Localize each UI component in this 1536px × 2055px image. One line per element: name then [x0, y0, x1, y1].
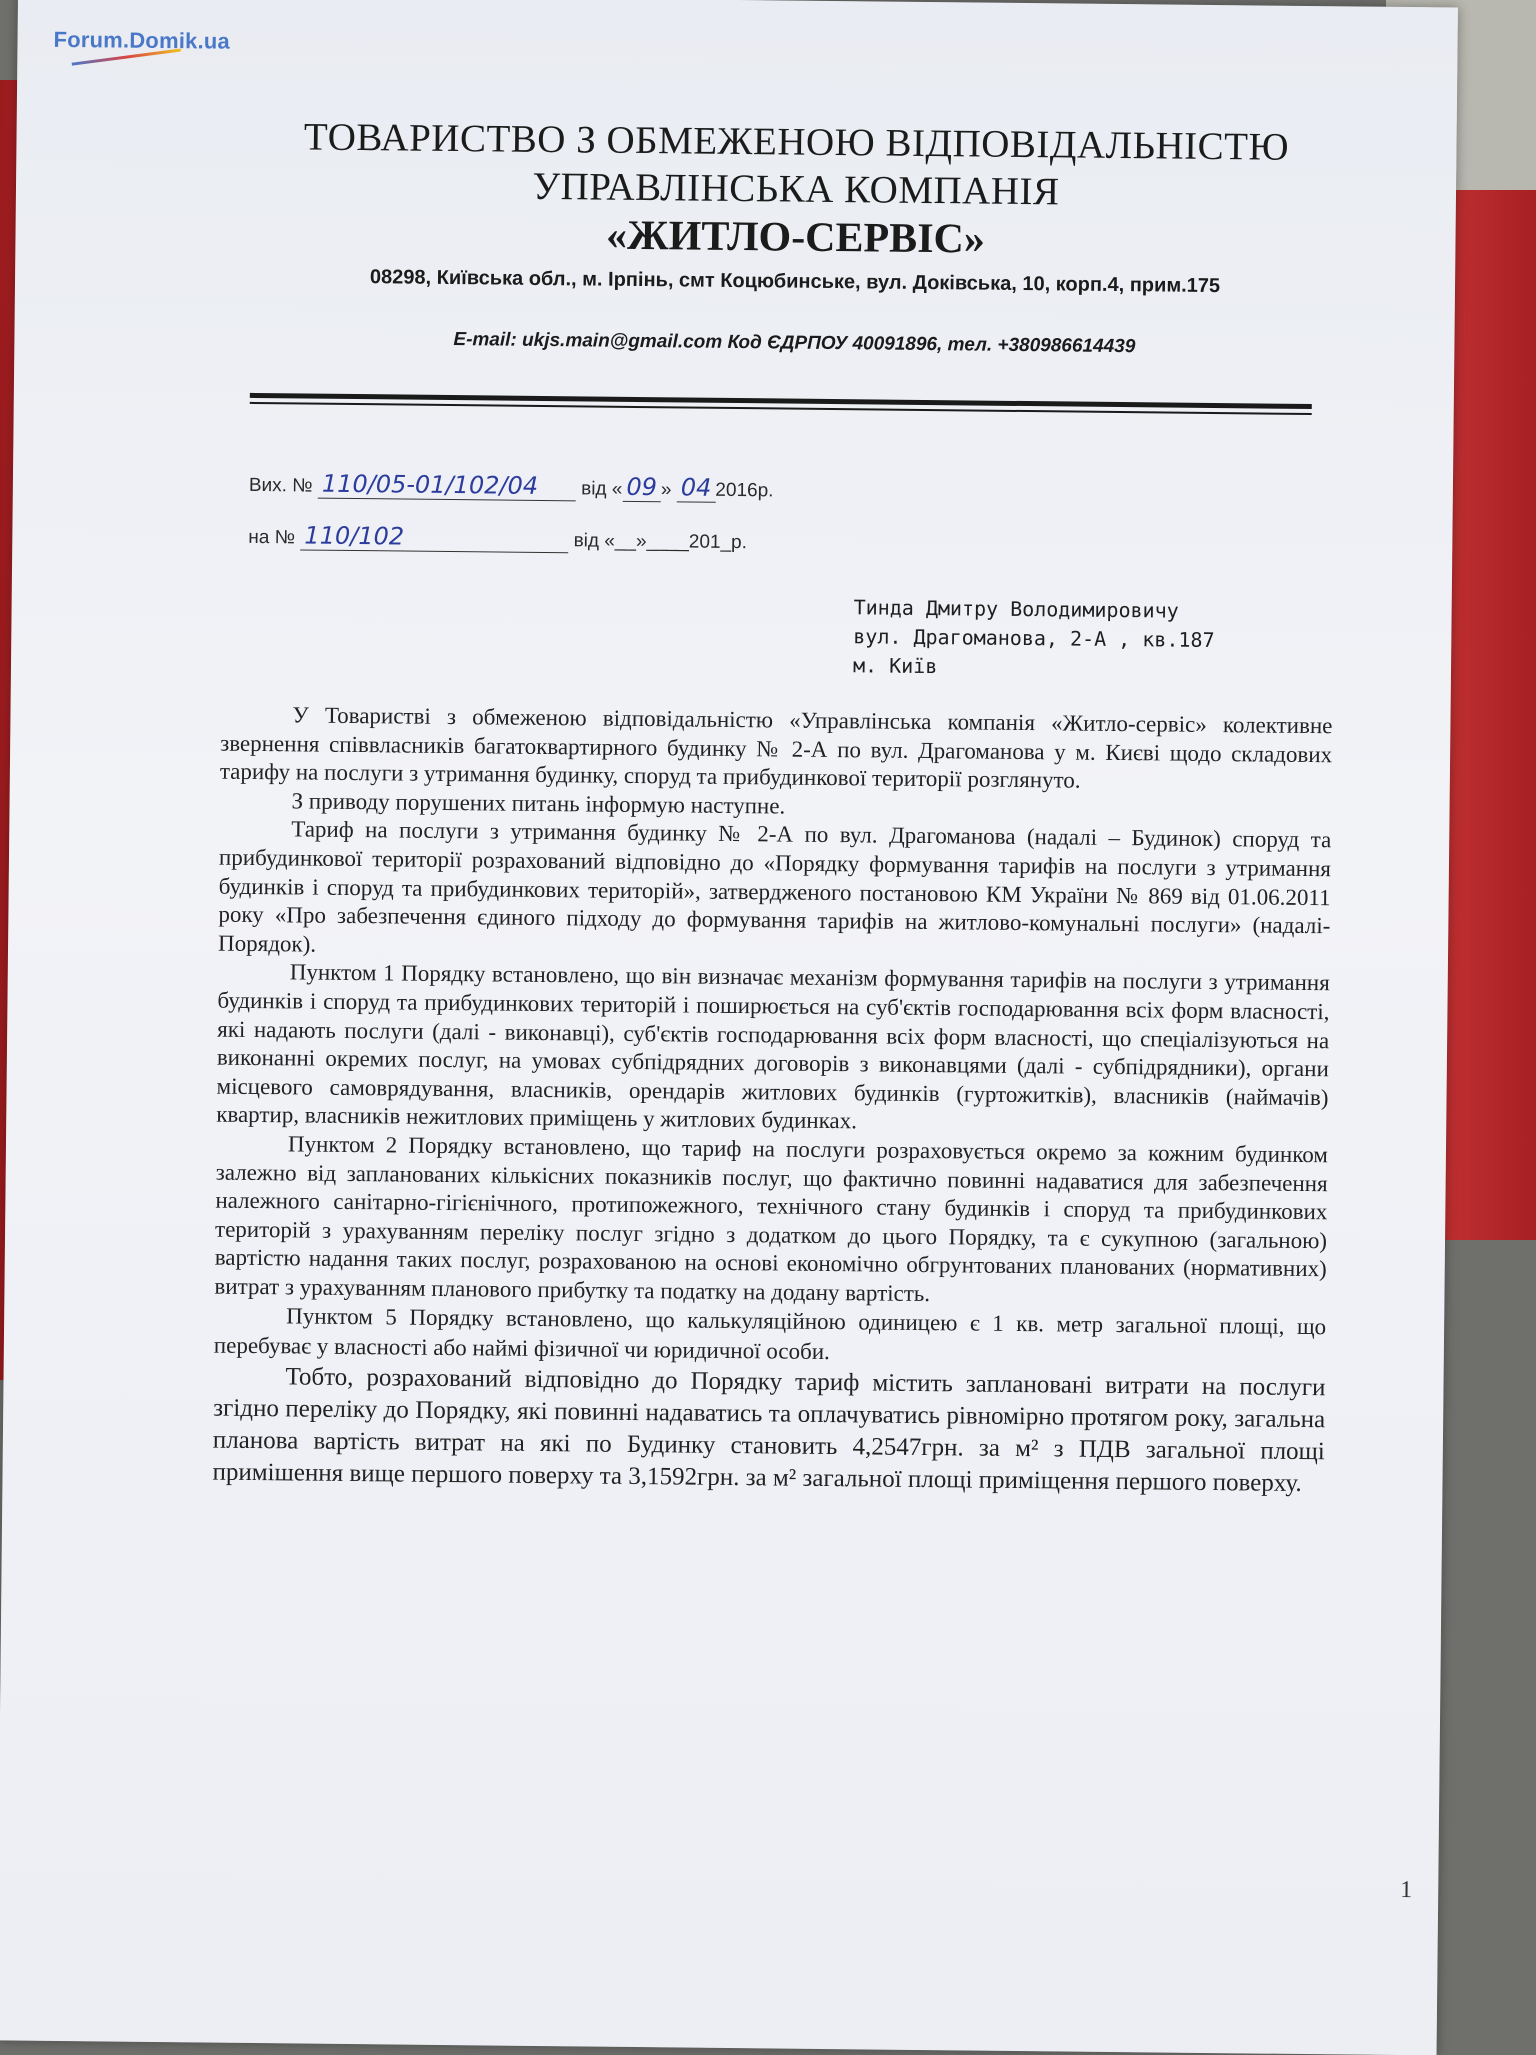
- forum-watermark: [53, 27, 230, 55]
- outgoing-number: 110/05-01/102/04: [318, 470, 576, 502]
- watermark-text: Forum.Domik.ua: [53, 26, 231, 54]
- recipient-city: м. Київ: [852, 653, 938, 679]
- company-type: ТОВАРИСТВО З ОБМЕЖЕНОЮ ВІДПОВІДАЛЬНІСТЮ: [303, 115, 1290, 169]
- paragraph: Пунктом 5 Порядку встановлено, що калькуляційною одиницею є 1 кв. метр загальної площі, що перебуває у власності або наймі фізичної чи юридичної особи.: [213, 1303, 1327, 1365]
- outgoing-year: 2016: [715, 479, 758, 502]
- paragraph: З приводу порушених питань інформую наступне.: [291, 788, 786, 819]
- recipient-street: вул. Драгоманова, 2-А , кв.187: [853, 624, 1215, 653]
- company-name: «ЖИТЛО-СЕРВІС»: [605, 212, 986, 263]
- outgoing-day: 09: [622, 473, 661, 502]
- outgoing-label: Вих. №: [248, 474, 313, 497]
- paragraph: Тариф на послуги з утримання будинку № 2-А по вул. Драгоманова (надалі – Будинок) споруд та прибудинкової території розрахований відповідно до «Порядку формування тарифів на послуги з утримання будинків і споруд та прибудинкових територій», затвердженого постановою КМ України № 869 від 01.06.2011 року «Про забезпечення єдиного підходу до формування тарифів на житлово-комунальні послуги» (надалі-Порядок).: [217, 816, 1332, 957]
- company-contacts: E-mail: ukjs.main@gmail.com Код ЄДРПОУ 40091896, тел. +380986614439: [453, 329, 1136, 358]
- company-subtitle: УПРАВЛІНСЬКА КОМПАНІЯ: [532, 164, 1060, 214]
- recipient-block: [853, 593, 1274, 684]
- incoming-label: на №: [248, 526, 296, 549]
- paragraph: Пунктом 2 Порядку встановлено, що тариф на послуги розраховується окремо за кожним будинком залежно від запланованих кількісних показників послуг, що фактично повинні надаватися для забезпечення належного санітарно-гігієнічного, протипожежного, технічного стану будинків і споруд та прибудинкових територій з урахуванням переліку послуг згідно з додатком до цього Порядку, та є сукупною (загальною) вартістю надання таких послуг, розрахованою на основі економічно обгрунтованих планованих (нормативних) витрат з урахуванням планового прибутку та податку на додану вартість.: [214, 1131, 1329, 1306]
- page-number: 1: [1400, 1877, 1413, 1904]
- letterhead: [254, 113, 1336, 362]
- incoming-number: 110/102: [300, 521, 568, 553]
- incoming-reference: [248, 521, 808, 556]
- outgoing-from-label: від «: [581, 478, 623, 500]
- letter-body: [212, 701, 1332, 1501]
- recipient-name: Тинда Дмитру Володимировичу: [853, 595, 1179, 623]
- outgoing-year-suffix: р.: [757, 480, 774, 502]
- paragraph: Пунктом 1 Порядку встановлено, що він визначає механізм формування тарифів на послуги з утримання будинків і споруд та прибудинкових територій і поширюється на суб'єктів господарювання всіх форм власності, які надають послуги (далі - виконавці), суб'єктів господарювання всіх форм власності, що спеціалізуються на виконанні окремих послуг, на умовах субпідрядних договорів з виконавцями (далі - субпідрядники), органи місцевого самоврядування, власників, орендарів житлових будинків (гуртожитків), власників (наймачів) квартир, власників нежитлових приміщень у житлових будинках.: [216, 959, 1330, 1134]
- outgoing-sep: »: [660, 479, 672, 501]
- company-address: 08298, Київська обл., м. Ірпінь, смт Коцюбинське, вул. Доківська, 10, корп.4, прим.175: [369, 266, 1221, 298]
- outgoing-reference: [249, 469, 809, 504]
- outgoing-month: 04: [677, 473, 716, 502]
- paragraph: Тобто, розрахований відповідно до Порядку тариф містить заплановані витрати на послуги згідно переліку до Порядку, які повинні надаватись та оплачуватись рівномірно протягом року, загальна планова вартість витрат на які по Будинку становить 4,2547грн. за м² з ПДВ загальної площі примішення вище першого поверху та 3,1592грн. за м² загальної площі приміщення першого поверху.: [212, 1363, 1326, 1498]
- paragraph: У Товаристві з обмеженою відповідальністю «Управлінська компанія «Житло-сервіс» колективне звернення співвласників багатоквартирного будинку № 2-А по вул. Драгоманова у м. Києві щодо складових тарифу на послуги з утримання будинку, споруд та прибудинкової території розглянуто.: [219, 702, 1333, 793]
- incoming-date-template: від «__»____201_р.: [573, 530, 748, 554]
